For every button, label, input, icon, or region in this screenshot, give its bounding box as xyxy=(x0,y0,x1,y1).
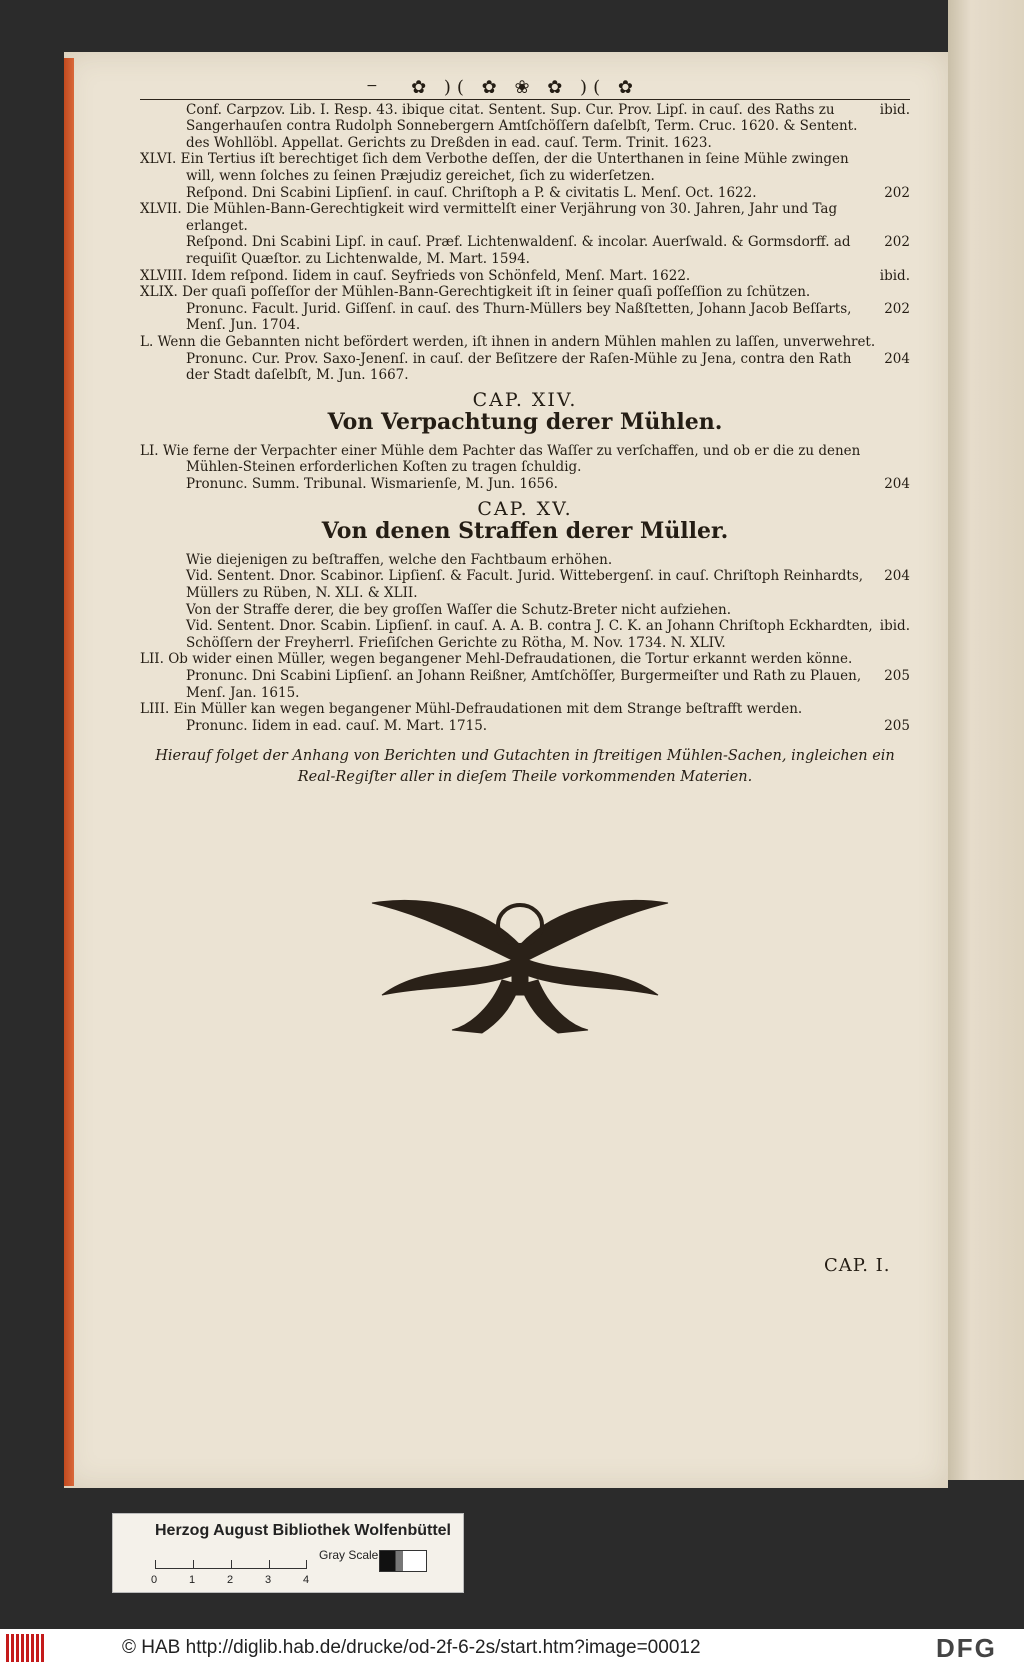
entry-body: Die Mühlen-Bann-Gerechtigkeit wird vermittelſt einer Verjährung von 30. Jahren, Jahr und Tag erlanget. xyxy=(185,201,838,234)
library-colorbar xyxy=(112,1513,464,1593)
entry-body: Von der Straffe derer, die bey groſſen Waſſer die Schutz-Breter nicht aufziehen. xyxy=(186,601,732,618)
entry-page: ibid. xyxy=(879,618,910,635)
ruler-number: 0 xyxy=(151,1574,158,1586)
entry xyxy=(140,618,910,651)
footer-bar xyxy=(0,1629,1024,1666)
entry-text xyxy=(140,442,876,476)
entry xyxy=(140,718,910,735)
barcode-icon xyxy=(6,1634,46,1662)
entry-text xyxy=(140,333,876,351)
entry-page xyxy=(876,602,910,619)
entry-body: Pronunc. Dni Scabini Lipſienſ. an Johann Reißner, Amtſchöſſer, Burgermeiſter und Rath zu Plauen, Menſ. Jan. 1615. xyxy=(186,668,862,701)
entry-number: LIII. xyxy=(140,701,170,718)
entry-body: Der quaſi poſſeſſor der Mühlen-Bann-Gerechtigkeit iſt in ſeiner quaſi poſſeſſion zu ſchützen. xyxy=(182,284,811,301)
entry-text xyxy=(186,552,876,569)
entry-page xyxy=(876,151,910,184)
cap-15-label: CAP. XV. xyxy=(477,497,573,520)
entry-text xyxy=(140,267,876,285)
entry-body: Ein Müller kan wegen begangener Mühl-Defraudationen mit dem Strange beſtrafft werden. xyxy=(173,701,803,718)
entry-body: Pronunc. Facult. Jurid. Giſſenſ. in cauſ. des Thurn-Müllers bey Naßſtetten, Johann Jacob Beſſarts, Menſ. Jun. 1704. xyxy=(186,300,852,334)
entry-page: 202 xyxy=(884,184,910,201)
entry xyxy=(140,476,910,493)
header-ornament-text: ✿ )( ✿ ❀ ✿ )( ✿ xyxy=(411,77,639,98)
entry xyxy=(140,268,910,285)
ruler-number: 4 xyxy=(303,1574,310,1586)
entry-body: Pronunc. Summ. Tribunal. Wismarienſe, M. Jun. 1656. xyxy=(186,476,558,493)
entry-text xyxy=(140,651,876,668)
entry xyxy=(140,568,910,601)
entry-page xyxy=(876,201,910,234)
entry-body: Conf. Carpzov. Lib. I. Resp. 43. ibique citat. Sentent. Sup. Cur. Prov. Lipſ. in cauſ. des Raths zu Sangerhauſen contra Rudolph Sonnebergern Amtſchöſſern daſelbſt, Term. Cruc. 1620. & Sentent. des Wohllöbl. Appellat. Gerichts zu Dreßden in ead. cauſ. Term. Trinit. 1623. xyxy=(186,101,858,151)
entry-text xyxy=(186,476,876,493)
entry-page: 204 xyxy=(884,568,910,585)
entry xyxy=(140,334,910,351)
entry xyxy=(140,602,910,619)
library-name: Herzog August Bibliothek Wolfenbüttel xyxy=(155,1522,451,1539)
entry-text xyxy=(140,151,876,184)
header-ornament xyxy=(140,77,910,98)
entry xyxy=(140,102,910,152)
header-rule xyxy=(140,99,910,100)
entry-number: LII. xyxy=(140,651,164,668)
catchword: CAP. I. xyxy=(824,1255,891,1276)
entry-body: Ein Tertius iſt berechtiget ſich dem Verbothe deſſen, der die Unterthanen in ſeine Mühle zwingen will, wenn ſolches zu ſeinen Præjudiz gereichet, ſich zu widerſetzen. xyxy=(180,151,849,184)
entry-text xyxy=(140,284,876,301)
entries-cap15 xyxy=(140,552,910,735)
entries-cap13 xyxy=(140,102,910,384)
entry-page: ibid. xyxy=(879,267,910,284)
entry xyxy=(140,443,910,476)
entry-number: L. xyxy=(140,333,154,350)
entry-body: Ob wider einen Müller, wegen begangener Mehl-Defraudationen, die Tortur erkannt werden könne. xyxy=(168,651,853,668)
gray-scale-patch xyxy=(379,1550,427,1572)
entries-cap14 xyxy=(140,443,910,493)
entry-page xyxy=(876,443,910,476)
entry-text xyxy=(186,301,876,334)
cap-14-title: Von Verpachtung derer Mühlen. xyxy=(327,409,723,436)
entry-number: XLVI. xyxy=(140,151,177,168)
entry-text xyxy=(186,568,876,601)
entry-text xyxy=(186,102,876,152)
entry xyxy=(140,185,910,202)
entry xyxy=(140,234,910,267)
entry-body: Reſpond. Dni Scabini Lipſ. in cauſ. Præf. Lichtenwaldenſ. & incolar. Auerſwald. & Gormsdorff. ad requiſit Quæſtor. zu Lichtenwalde, M. Mart. 1594. xyxy=(186,234,851,267)
entry-body: Wenn die Gebannten nicht befördert werden, iſt ihnen in andern Mühlen mahlen zu laſſen, unverwehret. xyxy=(157,333,876,350)
entry-page xyxy=(876,334,910,351)
entry-page xyxy=(876,701,910,718)
entry xyxy=(140,701,910,718)
footer-link[interactable]: © HAB http://diglib.hab.de/drucke/od-2f-6-2s/start.htm?image=00012 xyxy=(122,1637,701,1658)
page-red-edge xyxy=(64,58,74,1486)
ruler-number: 2 xyxy=(227,1574,234,1586)
entry-number: XLVIII. xyxy=(140,267,188,284)
entry-page xyxy=(876,284,910,301)
entry-body: Wie diejenigen zu beſtraffen, welche den Fachtbaum erhöhen. xyxy=(186,551,613,568)
entry xyxy=(140,151,910,184)
entry-body: Vid. Sentent. Dnor. Scabin. Lipſienſ. in cauſ. A. A. B. contra J. C. K. an Johann Chriſtoph Eckhardten, Schöſſern der Freyherrl. Frieſiſchen Gerichte zu Rötha, M. Nov. 1734. N. XLIV. xyxy=(186,618,873,651)
entry-page: ibid. xyxy=(879,101,910,118)
entry-text xyxy=(186,185,876,202)
ruler-scale xyxy=(155,1552,307,1569)
cap-14-label: CAP. XIV. xyxy=(472,388,578,411)
entry-page: 204 xyxy=(884,350,910,367)
header-dash: − xyxy=(366,78,384,94)
entry-page xyxy=(876,651,910,668)
entry-number: XLIX. xyxy=(140,284,178,301)
entry-text xyxy=(186,351,876,384)
entry-page xyxy=(876,552,910,569)
entry-page: 205 xyxy=(884,668,910,684)
entry-page: 204 xyxy=(884,476,910,493)
entry-body: Reſpond. Dni Scabini Lipſienſ. in cauſ. Chriſtoph a P. & civitatis L. Menſ. Oct. 1622. xyxy=(186,184,757,201)
ruler-number: 3 xyxy=(265,1574,272,1586)
closing-note: Hierauf folget der Anhang von Berichten und Gutachten in ſtreitigen Mühlen-Sachen, ingleichen ein Real-Regiſter aller in dieſem Theile vorkommenden Materien. xyxy=(155,748,895,786)
entry-body: Wie ferne der Verpachter einer Mühle dem Pachter das Waſſer zu verſchaffen, und ob er die zu denen Mühlen-Steinen erforderlichen Koſten zu tragen ſchuldig. xyxy=(162,442,861,476)
entry xyxy=(140,351,910,384)
facing-page-edge xyxy=(948,0,1024,1480)
entry xyxy=(140,651,910,668)
entry-text xyxy=(140,201,876,234)
page-text xyxy=(140,77,910,788)
entry-text xyxy=(140,701,876,718)
entry xyxy=(140,201,910,234)
ruler-number: 1 xyxy=(189,1574,196,1586)
entry-page: 202 xyxy=(884,234,910,251)
cap-15-title: Von denen Straffen derer Müller. xyxy=(321,518,729,545)
entry-body: Pronunc. Iidem in ead. cauſ. M. Mart. 1715. xyxy=(186,717,488,734)
entry-body: Vid. Sentent. Dnor. Scabinor. Lipſienſ. & Facult. Jurid. Wittebergenſ. in cauſ. Chriſtoph Reinhardts, Müllers zu Rüben, N. XLI. & XLII. xyxy=(186,568,864,602)
entry-text xyxy=(186,234,876,267)
floral-ornament xyxy=(362,885,678,1035)
entry xyxy=(140,552,910,569)
entry-text xyxy=(186,718,876,735)
gray-scale-label: Gray Scale xyxy=(319,1548,379,1562)
dfg-logo: DFG xyxy=(936,1633,997,1663)
entry xyxy=(140,301,910,334)
entry xyxy=(140,284,910,301)
entry xyxy=(140,668,910,701)
entry-number: XLVII. xyxy=(140,201,182,218)
entry-text xyxy=(186,602,876,619)
entry-page: 205 xyxy=(884,717,910,734)
entry-page: 202 xyxy=(884,300,910,317)
entry-body: Pronunc. Cur. Prov. Saxo-Jenenſ. in cauſ. der Beſitzere der Raſen-Mühle zu Jena, contra den Rath der Stadt daſelbſt, M. Jun. 1667. xyxy=(186,350,852,384)
entry-text xyxy=(186,668,876,701)
entry-text xyxy=(186,618,876,651)
entry-body: Idem reſpond. Iidem in cauſ. Seyfrieds von Schönfeld, Menſ. Mart. 1622. xyxy=(191,267,691,284)
entry-number: LI. xyxy=(140,442,159,459)
